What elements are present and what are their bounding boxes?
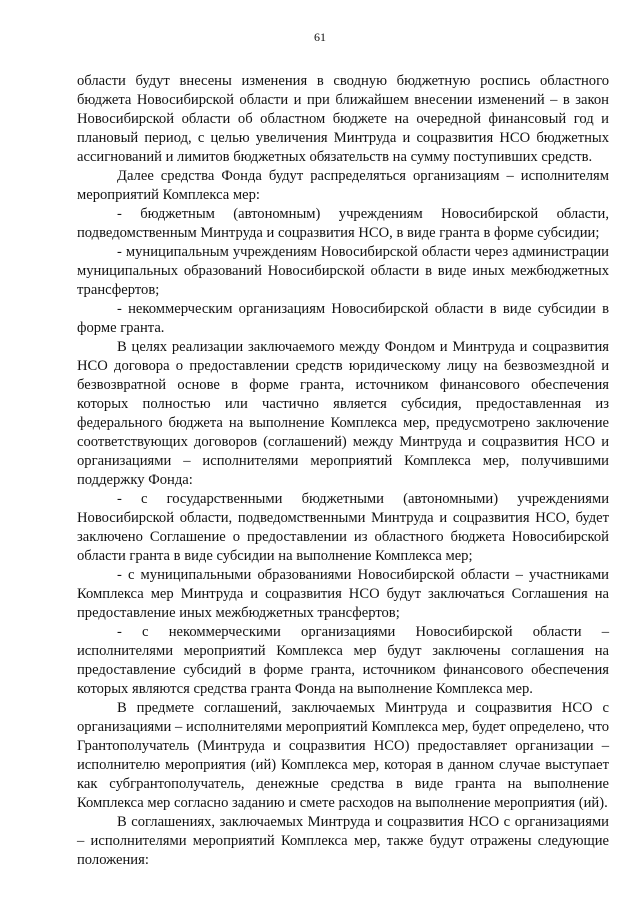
paragraph-agreement-provisions: В соглашениях, заключаемых Минтруда и соцразвития НСО с организациями – исполнителями мероприятий Комплекса мер, также будут отражены следующие положения: (77, 814, 609, 868)
paragraph-fund-distribution: Далее средства Фонда будут распределяться организациям – исполнителям мероприятий Комплекса мер: (77, 168, 609, 203)
list-item-nonprofit-organizations: - некоммерческим организациям Новосибирской области в виде субсидии в форме гранта. (77, 301, 609, 336)
page-number: 61 (314, 30, 326, 44)
paragraph-continuation: области будут внесены изменения в сводную бюджетную роспись областного бюджета Новосибирской области и при ближайшем внесении изменений – в закон Новосибирской области об областном бюджете на очередной финансовый год и плановый период, с целью увеличения Минтруда и соцразвития НСО бюджетных ассигнований и лимитов бюджетных обязательств на сумму поступивших средств. (77, 73, 609, 165)
list-item-budget-institutions: - бюджетным (автономным) учреждениям Новосибирской области, подведомственным Минтруда и соцразвития НСО, в виде гранта в форме субсидии; (77, 206, 609, 241)
document-body (77, 72, 609, 870)
list-item-municipal-institutions: - муниципальным учреждениям Новосибирской области через администрации муниципальных образований Новосибирской области в виде иных межбюджетных трансфертов; (77, 244, 609, 298)
paragraph-agreement-subject: В предмете соглашений, заключаемых Минтруда и соцразвития НСО с организациями – исполнителями мероприятий Комплекса мер, будет определено, что Грантополучатель (Минтруда и соцразвития НСО) предоставляет организации – исполнителю мероприятия (ий) Комплекса мер, которая в данном случае выступает как субгрантополучатель, денежные средства в виде гранта на выполнение Комплекса мер согласно заданию и смете расходов на выполнение мероприятия (ий). (77, 700, 609, 811)
list-item-nonprofit-agreement: - с некоммерческими организациями Новосибирской области – исполнителями мероприятий Комплекса мер будут заключены соглашения на предоставление субсидий в форме гранта, источником финансового обеспечения которых являются средства гранта Фонда на выполнение Комплекса мер. (77, 624, 609, 697)
list-item-municipalities-agreement: - с муниципальными образованиями Новосибирской области – участниками Комплекса мер Минтруда и соцразвития НСО будут заключаться Соглашения на предоставление иных межбюджетных трансфертов; (77, 567, 609, 621)
paragraph-grant-agreement: В целях реализации заключаемого между Фондом и Минтруда и соцразвития НСО договора о предоставлении средств юридическому лицу на безвозмездной и безвозвратной основе в форме гранта, источником финансового обеспечения которых полностью или частично является субсидия, предоставленная из федерального бюджета на выполнение Комплекса мер, предусмотрено заключение соответствующих договоров (соглашений) между Минтруда и соцразвития НСО и организациями – исполнителями мероприятий Комплекса мер, получившими поддержку Фонда: (77, 339, 609, 488)
list-item-state-institutions-agreement: - с государственными бюджетными (автономными) учреждениями Новосибирской области, подведомственными Минтруда и соцразвития НСО, будет заключено Соглашение о предоставлении из областного бюджета Новосибирской области гранта в виде субсидии на выполнение Комплекса мер; (77, 491, 609, 564)
